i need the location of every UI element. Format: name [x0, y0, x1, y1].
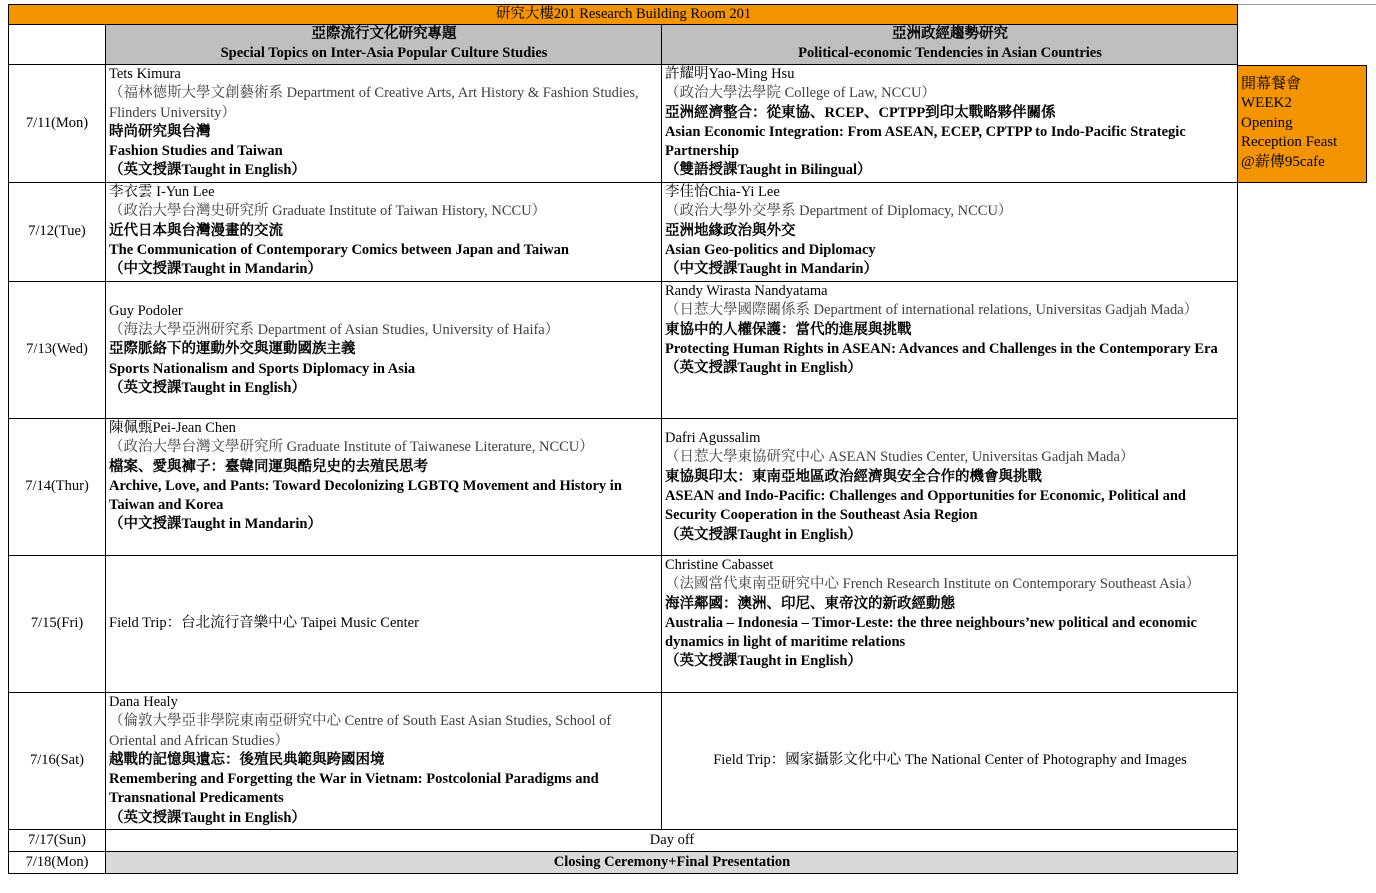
course-1-title-en: Special Topics on Inter-Asia Popular Culture Studies: [220, 45, 548, 62]
session-language: （英文授課Taught in English）: [109, 162, 306, 179]
session-cell: [662, 556, 1238, 693]
session-title-zh: 亞際脈絡下的運動外交與運動國族主義: [109, 341, 356, 358]
session-language: （中文授課Taught in Mandarin）: [665, 261, 878, 278]
note-line: Reception Feast: [1241, 134, 1338, 151]
session-title-zh: 亞洲地緣政治與外交: [665, 222, 796, 239]
field-trip-cell: Field Trip：台北流行音樂中心 Taipei Music Center: [106, 556, 662, 693]
date-cell: 7/12(Tue): [9, 183, 106, 282]
course-2-title-zh: 亞洲政經趨勢研究: [892, 26, 1008, 42]
lecturer-name: Dana Healy: [109, 694, 178, 710]
schedule-row: [9, 183, 1238, 282]
top-border-line: [1237, 4, 1376, 5]
date-cell: 7/17(Sun): [9, 830, 106, 852]
lecturer-name: Tets Kimura: [109, 66, 181, 82]
header-course-2: [662, 25, 1238, 65]
schedule-row: [9, 65, 1238, 183]
lecturer-name: Christine Cabasset: [665, 557, 774, 573]
session-language: （英文授課Taught in English）: [109, 379, 306, 396]
session-title-en: Asian Geo-politics and Diplomacy: [665, 241, 876, 258]
lecturer-name: 陳佩甄Pei-Jean Chen: [109, 420, 236, 436]
note-line: 開幕餐會: [1241, 76, 1302, 92]
session-language: （雙語授課Taught in Bilingual）: [665, 162, 872, 179]
schedule-row: [9, 556, 1238, 693]
lecturer-affiliation: （日惹大學東協研究中心 ASEAN Studies Center, Universitas Gadjah Mada）: [665, 449, 1135, 466]
lecturer-affiliation: （倫敦大學亞非學院東南亞研究中心 Centre of South East Asian Studies, School of Oriental and African Studies）: [109, 713, 612, 749]
room-banner: 研究大樓201 Research Building Room 201: [9, 5, 1238, 25]
session-cell: [106, 282, 662, 419]
date-cell: 7/16(Sat): [9, 693, 106, 830]
lecturer-affiliation: （日惹大學國際關係系 Department of international relations, Universitas Gadjah Mada）: [665, 302, 1199, 319]
lecturer-name: Dafri Agussalim: [665, 430, 761, 447]
date-cell: 7/15(Fri): [9, 556, 106, 693]
note-line: Opening: [1241, 114, 1293, 131]
session-title-zh: 東協與印太：東南亞地區政治經濟與安全合作的機會與挑戰: [665, 468, 1042, 485]
schedule-row: [9, 282, 1238, 419]
session-title-en: ASEAN and Indo-Pacific: Challenges and Opportunities for Economic, Political and Security Cooperation in the Southeast Asia Region: [665, 488, 1186, 524]
schedule-row: [9, 419, 1238, 556]
session-title-zh: 東協中的人權保護：當代的進展與挑戰: [665, 321, 912, 338]
session-title-en: Sports Nationalism and Sports Diplomacy in Asia: [109, 360, 416, 377]
session-language: （英文授課Taught in English）: [665, 360, 862, 377]
session-title-zh: 越戰的記憶與遺忘：後殖民典範與跨國困境: [109, 751, 385, 768]
schedule-table: [8, 4, 1238, 874]
header-date-cell: [9, 25, 106, 65]
date-cell: 7/18(Mon): [9, 852, 106, 874]
session-title-en: Asian Economic Integration: From ASEAN, ECEP, CPTPP to Indo-Pacific Strategic Partnership: [665, 123, 1186, 160]
day-off-row: [9, 830, 1238, 852]
session-title-zh: 海洋鄰國：澳洲、印尼、東帝汶的新政經動態: [665, 595, 955, 612]
session-cell: [662, 282, 1238, 419]
opening-reception-note: [1237, 65, 1367, 183]
session-title-zh: 時尚研究與台灣: [109, 123, 211, 140]
lecturer-name: Guy Podoler: [109, 302, 183, 319]
session-title-zh: 近代日本與台灣漫畫的交流: [109, 222, 283, 239]
session-language: （英文授課Taught in English）: [665, 526, 862, 543]
header-course-1: [106, 25, 662, 65]
date-cell: 7/13(Wed): [9, 282, 106, 419]
session-cell: [662, 65, 1238, 183]
session-title-en: Australia – Indonesia – Timor-Leste: the three neighbours’new political and economic dynamics in light of maritime relations: [665, 614, 1197, 651]
schedule-row: [9, 693, 1238, 830]
note-line: WEEK2: [1241, 95, 1292, 112]
lecturer-affiliation: （政治大學外交學系 Department of Diplomacy, NCCU）: [665, 203, 1013, 220]
header-row: [9, 25, 1238, 65]
date-cell: 7/11(Mon): [9, 65, 106, 183]
lecturer-name: 李佳怡Chia-Yi Lee: [665, 184, 780, 200]
note-line: @薪傳95cafe: [1241, 153, 1325, 170]
lecturer-affiliation: （政治大學法學院 College of Law, NCCU）: [665, 85, 936, 102]
date-cell: 7/14(Thur): [9, 419, 106, 556]
lecturer-name: 李衣雲 I-Yun Lee: [109, 184, 215, 200]
session-title-en: Protecting Human Rights in ASEAN: Advances and Challenges in the Contemporary Era: [665, 340, 1218, 357]
closing-row: [9, 852, 1238, 874]
session-cell: [106, 419, 662, 556]
session-cell: [106, 65, 662, 183]
session-language: （中文授課Taught in Mandarin）: [109, 516, 322, 533]
room-banner-row: [9, 5, 1238, 25]
course-1-title-zh: 亞際流行文化研究專題: [311, 26, 457, 42]
lecturer-name: Randy Wirasta Nandyatama: [665, 283, 828, 299]
session-title-zh: 亞洲經濟整合：從東協、RCEP、CPTPP到印太戰略夥伴關係: [665, 104, 1056, 121]
lecturer-affiliation: （福林德斯大學文創藝術系 Department of Creative Arts, Art History & Fashion Studies, Flinders University）: [109, 85, 639, 121]
session-cell: [106, 183, 662, 282]
session-language: （英文授課Taught in English）: [109, 809, 306, 826]
session-title-zh: 檔案、愛與褲子：臺韓同運與酷兒史的去殖民思考: [109, 458, 428, 475]
session-title-en: Archive, Love, and Pants: Toward Decolonizing LGBTQ Movement and History in Taiwan and Korea: [109, 477, 622, 514]
session-language: （英文授課Taught in English）: [665, 653, 862, 670]
lecturer-affiliation: （政治大學台灣史研究所 Graduate Institute of Taiwan History, NCCU）: [109, 203, 547, 220]
day-off-cell: Day off: [106, 830, 1238, 852]
course-2-title-en: Political-economic Tendencies in Asian Countries: [798, 45, 1102, 62]
lecturer-affiliation: （政治大學台灣文學研究所 Graduate Institute of Taiwanese Literature, NCCU）: [109, 439, 594, 456]
lecturer-affiliation: （法國當代東南亞研究中心 French Research Institute on Contemporary Southeast Asia）: [665, 576, 1201, 593]
session-title-en: The Communication of Contemporary Comics between Japan and Taiwan: [109, 241, 569, 258]
session-title-en: Fashion Studies and Taiwan: [109, 143, 283, 160]
session-cell: [106, 693, 662, 830]
closing-ceremony-cell: Closing Ceremony+Final Presentation: [106, 852, 1238, 874]
session-cell: [662, 183, 1238, 282]
session-cell: [662, 419, 1238, 556]
session-language: （中文授課Taught in Mandarin）: [109, 261, 322, 278]
lecturer-affiliation: （海法大學亞洲研究系 Department of Asian Studies, University of Haifa）: [109, 322, 560, 339]
lecturer-name: 許耀明Yao-Ming Hsu: [665, 66, 795, 82]
session-title-en: Remembering and Forgetting the War in Vietnam: Postcolonial Paradigms and Transnational Predicaments: [109, 771, 599, 807]
field-trip-cell: Field Trip：國家攝影文化中心 The National Center of Photography and Images: [662, 693, 1238, 830]
